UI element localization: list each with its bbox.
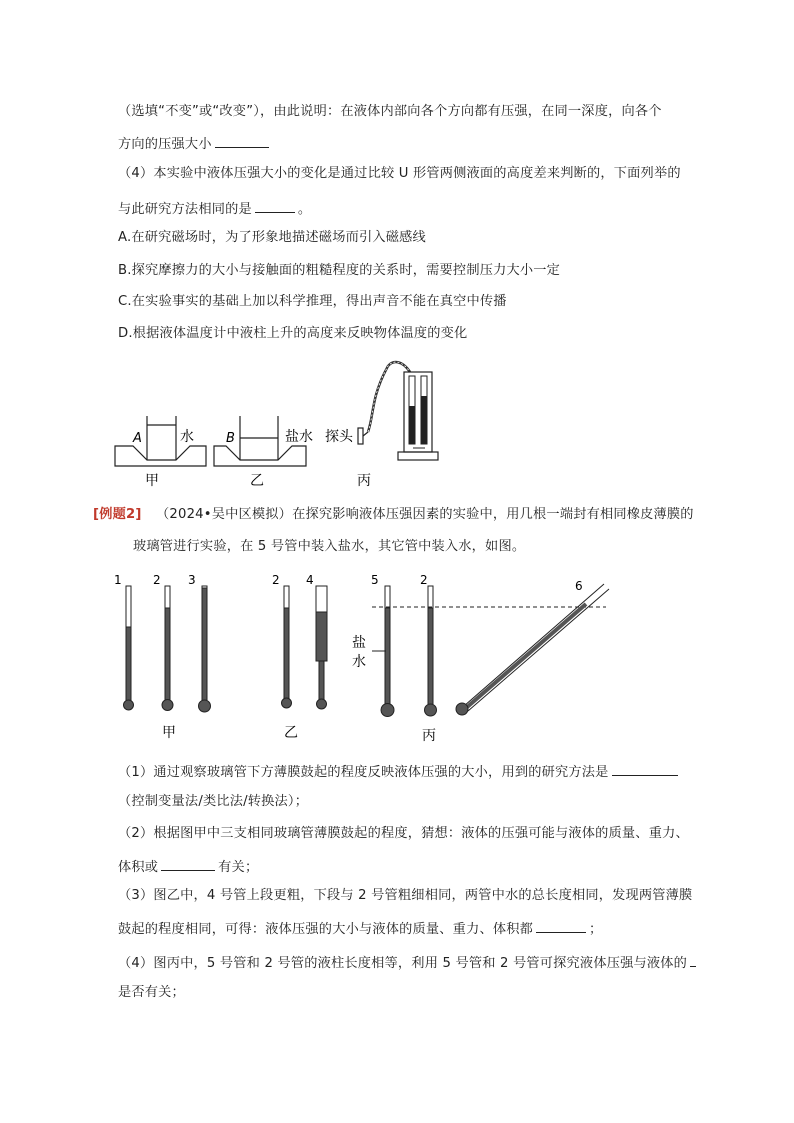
figure-containers-manometer (0, 0, 794, 500)
u-tube-manometer (398, 372, 438, 460)
label-a: A (133, 431, 142, 446)
question-3-text: 鼓起的程度相同，可得：液体压强的大小与液体的质量、重力、体积都 (118, 922, 534, 937)
option-c: C.在实验事实的基础上加以科学推理，得出声音不能在真空中传播 (118, 294, 507, 309)
tube-label-2-bing: 2 (420, 573, 428, 587)
label-water: 水 (180, 429, 194, 445)
example-2-text-2: 玻璃管进行实验，在 5 号管中装入盐水，其它管中装入水，如图。 (133, 539, 526, 554)
answer-blank-q2[interactable] (161, 856, 215, 871)
question-4-text: （4）图丙中，5 号管和 2 号管的液柱长度相等，利用 5 号管和 2 号管可探究液体压强与液体的 (118, 956, 688, 971)
question-3-end: ； (589, 922, 603, 937)
tube-label-4: 4 (306, 573, 314, 587)
tube-group-jia (124, 586, 211, 712)
question-2-line-2 (118, 856, 258, 877)
tube-label-1: 1 (114, 573, 122, 587)
question-1-text: （1）通过观察玻璃管下方薄膜鼓起的程度反映液体压强的大小，用到的研究方法是 (118, 765, 609, 780)
tube-group-yi (282, 586, 328, 709)
label-probe: 探头 (325, 429, 353, 445)
caption-jia-2: 甲 (162, 725, 176, 741)
question-2-line-1: （2）根据图甲中三支相同玻璃管薄膜鼓起的程度，猜想：液体的压强可能与液体的质量、重力、 (118, 826, 689, 841)
question-3-line-1: （3）图乙中，4 号管上段更粗，下段与 2 号管粗细相同，两管中水的总长度相同，发现两管薄膜 (118, 888, 693, 903)
question-3-line-2 (118, 918, 602, 939)
question-1-line-2: （控制变量法/类比法/转换法）； (118, 794, 309, 809)
label-salt-1: 盐 (352, 635, 366, 651)
option-a: A.在研究磁场时，为了形象地描述磁场而引入磁感线 (118, 230, 426, 245)
option-b: B.探究摩擦力的大小与接触面的粗糙程度的关系时，需要控制压力大小一定 (118, 263, 561, 278)
tube-label-3: 3 (188, 573, 196, 587)
caption-yi-2: 乙 (284, 725, 298, 741)
example-2-text-1: （2024•吴中区模拟）在探究影响液体压强因素的实验中，用几根一端封有相同橡皮薄膜的 (156, 507, 694, 522)
example-2-header (93, 506, 694, 524)
caption-jia-1: 甲 (145, 473, 159, 489)
example-tag: [例题2] (93, 507, 142, 522)
label-saltwater: 盐水 (285, 429, 313, 445)
tube-group-bing (372, 584, 609, 717)
caption-bing-1: 丙 (357, 473, 371, 489)
caption-bing-2: 丙 (422, 728, 436, 744)
option-d: D.根据液体温度计中液柱上升的高度来反映物体温度的变化 (118, 326, 468, 341)
text-line-3: （4）本实验中液体压强大小的变化是通过比较 U 形管两侧液面的高度差来判断的，下面列举的 (118, 166, 681, 181)
tube-label-5: 5 (371, 573, 379, 587)
answer-blank-q1[interactable] (612, 761, 678, 776)
caption-yi-1: 乙 (250, 473, 264, 489)
tube-label-6: 6 (575, 579, 583, 593)
question-2-text: 体积或 (118, 860, 159, 875)
answer-blank-q4[interactable] (690, 952, 696, 967)
question-1-line-1 (118, 761, 681, 782)
text-line-2-content: 方向的压强大小 (118, 137, 212, 152)
question-2-end: 有关； (218, 860, 259, 875)
text-line-4-content: 与此研究方法相同的是 (118, 202, 252, 217)
text-line-1: （选填“不变”或“改变”），由此说明：在液体内部向各个方向都有压强，在同一深度，向各个 (118, 104, 662, 119)
label-b: B (226, 431, 235, 446)
question-4-line-2: 是否有关； (118, 985, 185, 1000)
question-4-line-1 (118, 952, 699, 973)
tube-label-2-yi: 2 (272, 573, 280, 587)
text-line-4-end: 。 (297, 202, 312, 217)
label-salt-2: 水 (352, 654, 366, 670)
probe-icon (358, 428, 368, 444)
answer-blank-q3[interactable] (536, 918, 586, 933)
tube-label-2-jia: 2 (153, 573, 161, 587)
